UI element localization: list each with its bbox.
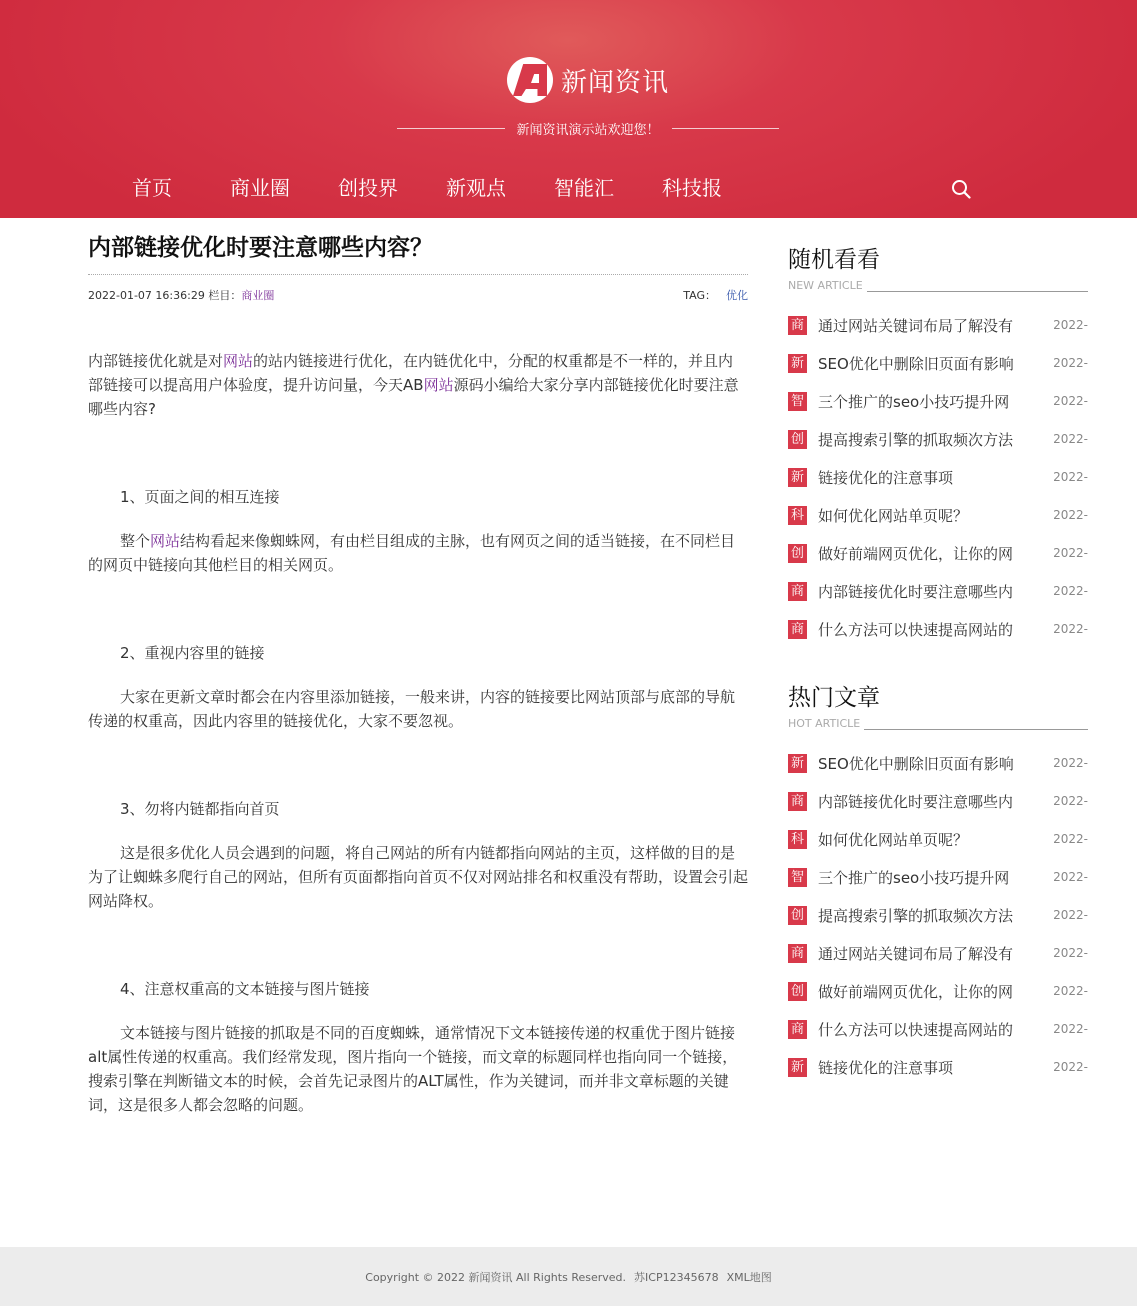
article-tag-link[interactable]: 优化	[726, 289, 748, 302]
hot-section	[788, 681, 1088, 1086]
list-item[interactable]	[788, 972, 1088, 1010]
list-item-date: 2022-	[1053, 984, 1088, 998]
list-item[interactable]	[788, 534, 1088, 572]
category-badge: 商	[788, 944, 807, 963]
list-item-date: 2022-	[1053, 946, 1088, 960]
section-3-body: 这是很多优化人员会遇到的问题，将自己网站的所有内链都指向网站的主页，这样做的目的是为了让蜘蛛多爬行自己的网站，但所有页面都指向首页不仅对网站排名和权重没有帮助，设置会引起网站降权。	[88, 844, 749, 910]
nav-smart[interactable]: 智能汇	[554, 176, 614, 200]
list-item-date: 2022-	[1053, 318, 1088, 332]
hot-header	[788, 681, 1088, 731]
list-item-date: 2022-	[1053, 508, 1088, 522]
list-item[interactable]	[788, 820, 1088, 858]
list-item[interactable]	[788, 610, 1088, 648]
list-item[interactable]	[788, 1048, 1088, 1086]
site-footer	[0, 1247, 1137, 1306]
section-4-heading: 4、注意权重高的文本链接与图片链接	[120, 980, 370, 998]
list-item-title[interactable]: 做好前端网页优化，让你的网	[818, 982, 1014, 1001]
site-tagline: 新闻资讯演示站欢迎您！	[516, 122, 660, 138]
list-item[interactable]	[788, 458, 1088, 496]
list-item-date: 2022-	[1053, 1022, 1088, 1036]
list-item-date: 2022-	[1053, 470, 1088, 484]
site-logo[interactable]	[507, 57, 669, 103]
tagline-row	[397, 118, 779, 138]
list-item-date: 2022-	[1053, 832, 1088, 846]
list-item-title[interactable]: 链接优化的注意事项	[818, 468, 954, 487]
footer-copyright: Copyright © 2022 新闻资讯 All Rights Reserved.	[365, 1270, 627, 1284]
footer-icp-link[interactable]: 苏ICP12345678	[634, 1270, 719, 1284]
footer-sitemap-link[interactable]: XML地图	[726, 1270, 772, 1284]
intro-text-1: 内部链接优化就是对	[88, 352, 224, 370]
random-list	[788, 306, 1088, 648]
list-item-title[interactable]: 内部链接优化时要注意哪些内	[818, 792, 1014, 811]
search-icon[interactable]	[951, 179, 971, 199]
list-item-title[interactable]: 如何优化网站单页呢？	[818, 506, 969, 525]
category-badge: 商	[788, 792, 807, 811]
list-item-title[interactable]: 什么方法可以快速提高网站的	[818, 1020, 1014, 1039]
section-1-text-pre: 整个	[120, 532, 151, 550]
article	[88, 228, 748, 1117]
list-item-date: 2022-	[1053, 394, 1088, 408]
main-nav	[98, 168, 746, 208]
article-content	[88, 349, 748, 1117]
section-3-heading: 3、勿将内链都指向首页	[120, 800, 280, 818]
meta-left	[88, 287, 274, 303]
site-header	[0, 0, 1137, 218]
tag-label: TAG：	[683, 289, 716, 302]
hot-subtitle: HOT ARTICLE	[788, 717, 864, 730]
section-2-heading: 2、重视内容里的链接	[120, 644, 265, 662]
random-subtitle: NEW ARTICLE	[788, 279, 867, 292]
list-item[interactable]	[788, 1010, 1088, 1048]
intro-link-1[interactable]: 网站	[223, 352, 254, 370]
article-title: 内部链接优化时要注意哪些内容？	[88, 235, 433, 261]
category-badge: 商	[788, 582, 807, 601]
list-item[interactable]	[788, 306, 1088, 344]
section-1-text: 结构看起来像蜘蛛网，有由栏目组成的主脉，也有网页之间的适当链接，在不同栏目的网页中链接向其他栏目的相关网页。	[88, 532, 736, 574]
list-item-date: 2022-	[1053, 432, 1088, 446]
category-badge: 新	[788, 1058, 807, 1077]
intro-text-3: 源码小编给大家分享内部链接优化时要注意哪些内容?	[88, 376, 739, 418]
list-item[interactable]	[788, 382, 1088, 420]
article-datetime: 2022-01-07 16:36:29	[88, 289, 205, 302]
category-badge: 创	[788, 982, 807, 1001]
intro-link-2[interactable]: 网站	[423, 376, 454, 394]
random-header	[788, 243, 1088, 293]
list-item[interactable]	[788, 572, 1088, 610]
nav-tech[interactable]: 科技报	[662, 176, 722, 200]
category-badge: 科	[788, 830, 807, 849]
article-meta	[88, 287, 748, 303]
tagline-divider-right	[672, 128, 780, 129]
list-item-date: 2022-	[1053, 622, 1088, 636]
logo-text: 新闻资讯	[561, 67, 670, 98]
section-1-heading: 1、页面之间的相互连接	[120, 488, 280, 506]
article-column-link[interactable]: 商业圈	[241, 289, 275, 302]
category-badge: 科	[788, 506, 807, 525]
category-badge: 创	[788, 544, 807, 563]
category-badge: 创	[788, 430, 807, 449]
section-1-body	[88, 529, 748, 577]
list-item-title[interactable]: 如何优化网站单页呢？	[818, 830, 969, 849]
list-item[interactable]	[788, 858, 1088, 896]
list-item-title[interactable]: 通过网站关键词布局了解没有	[818, 316, 1014, 335]
nav-business[interactable]: 商业圈	[230, 176, 290, 200]
category-badge: 智	[788, 392, 807, 411]
category-badge: 商	[788, 1020, 807, 1039]
section-1-link[interactable]: 网站	[150, 532, 181, 550]
category-badge: 商	[788, 316, 807, 335]
list-item-title[interactable]: 三个推广的seo小技巧提升网	[818, 392, 1010, 411]
hot-list	[788, 744, 1088, 1086]
nav-home[interactable]: 首页	[132, 176, 172, 200]
logo-a-icon	[507, 57, 553, 103]
list-item-title[interactable]: 三个推广的seo小技巧提升网	[818, 868, 1010, 887]
list-item[interactable]	[788, 896, 1088, 934]
list-item[interactable]	[788, 496, 1088, 534]
nav-opinion[interactable]: 新观点	[446, 176, 506, 200]
list-item-title[interactable]: 做好前端网页优化，让你的网	[818, 544, 1014, 563]
intro-text-2: 的站内链接进行优化，在内链优化中，分配的权重都是不一样的，并且内部链接可以提高用户体验度，提升访问量，今天AB	[88, 352, 734, 394]
list-item[interactable]	[788, 934, 1088, 972]
list-item-title[interactable]: 内部链接优化时要注意哪些内	[818, 582, 1014, 601]
category-badge: 新	[788, 354, 807, 373]
list-item-title[interactable]: 提高搜索引擎的抓取频次方法	[818, 906, 1014, 925]
random-section	[788, 243, 1088, 648]
intro-paragraph	[88, 349, 748, 421]
list-item-date: 2022-	[1053, 584, 1088, 598]
list-item[interactable]	[788, 782, 1088, 820]
meta-right	[683, 287, 748, 303]
list-item-date: 2022-	[1053, 794, 1088, 808]
title-divider	[88, 274, 748, 275]
category-badge: 智	[788, 868, 807, 887]
list-item-date: 2022-	[1053, 908, 1088, 922]
list-item-title[interactable]: 提高搜索引擎的抓取频次方法	[818, 430, 1014, 449]
tagline-divider-left	[397, 128, 505, 129]
list-item-title[interactable]: 什么方法可以快速提高网站的	[818, 620, 1014, 639]
list-item-title[interactable]: SEO优化中删除旧页面有影响	[818, 754, 1014, 773]
category-badge: 商	[788, 620, 807, 639]
sidebar	[788, 243, 1088, 1086]
section-2-body: 大家在更新文章时都会在内容里添加链接，一般来讲，内容的链接要比网站顶部与底部的导航传递的权重高，因此内容里的链接优化，大家不要忽视。	[88, 688, 736, 730]
list-item-date: 2022-	[1053, 1060, 1088, 1074]
list-item-title[interactable]: 通过网站关键词布局了解没有	[818, 944, 1014, 963]
list-item-date: 2022-	[1053, 546, 1088, 560]
section-4-body: 文本链接与图片链接的抓取是不同的百度蜘蛛，通常情况下文本链接传递的权重优于图片链接alt属性传递的权重高。我们经常发现，图片指向一个链接，而文章的标题同样也指向同一个链接，搜索引擎在判断锚文本的时候，会首先记录图片的ALT属性，作为关键词，而并非文章标题的关键词，这是很多人都会忽略的问题。	[88, 1024, 738, 1114]
list-item-date: 2022-	[1053, 356, 1088, 370]
category-badge: 新	[788, 754, 807, 773]
list-item-title[interactable]: SEO优化中删除旧页面有影响	[818, 354, 1014, 373]
nav-venture[interactable]: 创投界	[338, 176, 398, 200]
hot-title: 热门文章	[788, 685, 880, 711]
list-item[interactable]	[788, 420, 1088, 458]
list-item-date: 2022-	[1053, 756, 1088, 770]
category-badge: 创	[788, 906, 807, 925]
random-title: 随机看看	[788, 247, 880, 273]
list-item-title[interactable]: 链接优化的注意事项	[818, 1058, 954, 1077]
list-item[interactable]	[788, 744, 1088, 782]
column-label: 栏目：	[208, 289, 242, 302]
list-item-date: 2022-	[1053, 870, 1088, 884]
category-badge: 新	[788, 468, 807, 487]
list-item[interactable]	[788, 344, 1088, 382]
